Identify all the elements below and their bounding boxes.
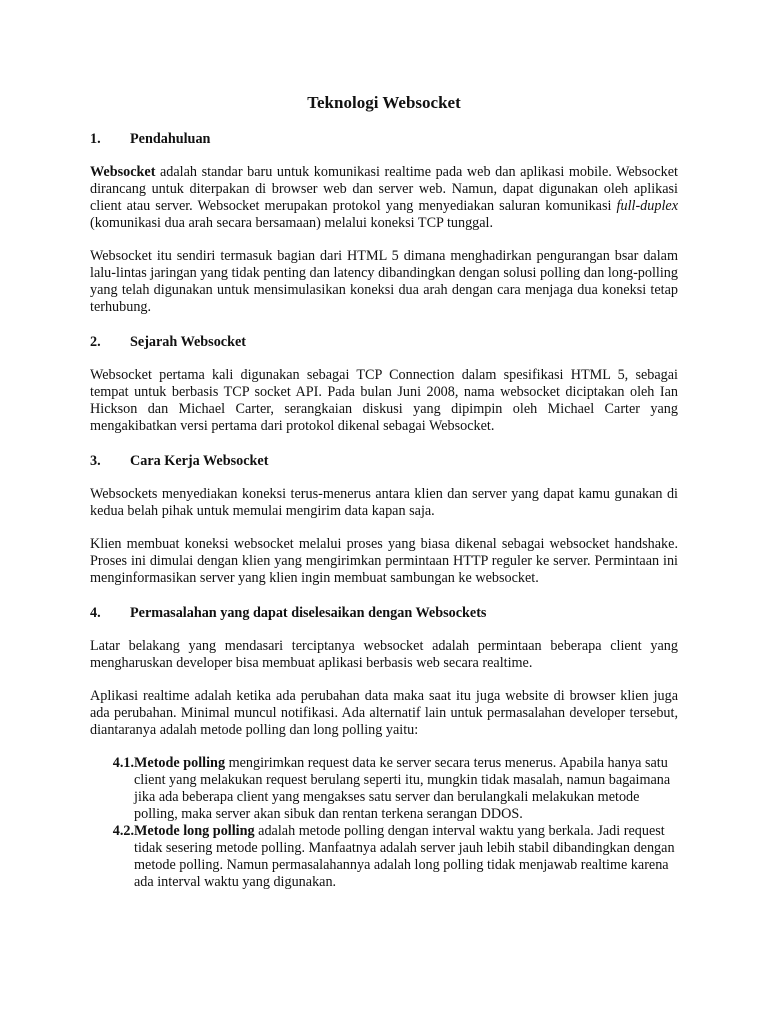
paragraph — [90, 164, 678, 232]
list-number: 4.2. — [112, 823, 134, 839]
section-sejarah — [90, 334, 678, 435]
paragraph: Websocket itu sendiri termasuk bagian dari HTML 5 dimana menghadirkan pengurangan bsar dalam lalu-lintas jaringan yang tidak penting dan latency dibandingkan dengan solusi polling dan long-polling yang telah digunakan untuk mensimulasikan koneksi dua arah dengan cara menjaga dua koneksi tetap terhubung. — [90, 248, 678, 315]
list-number: 4.1. — [112, 755, 134, 771]
section-title: Cara Kerja Websocket — [130, 453, 269, 469]
section-title: Permasalahan yang dapat diselesaikan dengan Websockets — [130, 605, 487, 621]
paragraph: Aplikasi realtime adalah ketika ada perubahan data maka saat itu juga website di browser klien juga ada perubahan. Minimal muncul notifikasi. Ada alternatif lain untuk permasalahan developer tersebut, diantaranya adalah metode polling dan long polling yaitu: — [90, 688, 678, 738]
list-item — [90, 755, 678, 823]
section-cara-kerja — [90, 453, 678, 587]
section-heading — [90, 453, 678, 470]
bold-term: Metode long polling — [134, 823, 255, 839]
paragraph: Websocket pertama kali digunakan sebagai TCP Connection dalam spesifikasi HTML 5, sebagai tempat untuk berbasis TCP socket API. Pada bulan Juni 2008, nama websocket diciptakan oleh Ian Hickson dan Michael Carter, serangkaian diskusi yang dipimpin oleh Michael Carter yang mengakibatkan versi pertama dari protokol dikenal sebagai Websocket. — [90, 367, 678, 434]
bold-term: Metode polling — [134, 755, 226, 771]
section-title: Pendahuluan — [130, 131, 211, 147]
section-heading — [90, 131, 678, 148]
document-body — [90, 131, 678, 891]
list-description: mengirimkan request data ke server secara terus menerus. Apabila hanya satu client yang melakukan request berulang seperti itu, mungkin tidak masalah, namun bagaimana jika ada beberapa client yang mengakses satu server dan berulangkali melakukan metode polling, maka server akan sibuk dan rentan terkena serangan DDOS. — [134, 755, 671, 822]
paragraph: Klien membuat koneksi websocket melalui proses yang biasa dikenal sebagai websocket handshake. Proses ini dimulai dengan klien yang mengirimkan permintaan HTTP reguler ke server. Permintaan ini menginformasikan server yang klien ingin membuat sambungan ke websocket. — [90, 536, 678, 586]
section-number: 1. — [90, 131, 101, 147]
paragraph: Latar belakang yang mendasari terciptanya websocket adalah permintaan beberapa client yang mengharuskan developer bisa membuat aplikasi berbasis web secara realtime. — [90, 638, 678, 671]
list-text — [134, 823, 678, 891]
section-number: 2. — [90, 334, 101, 350]
paragraph: Websockets menyediakan koneksi terus-menerus antara klien dan server yang dapat kamu gunakan di kedua belah pihak untuk memulai mengirim data kapan saja. — [90, 486, 678, 519]
section-number: 4. — [90, 605, 101, 621]
document-title: Teknologi Websocket — [307, 93, 461, 112]
list-description: adalah metode polling dengan interval waktu yang berkala. Jadi request tidak sesering metode polling. Manfaatnya adalah server jauh lebih stabil dibandingkan dengan metode polling. Namun permasalahannya adalah long polling tidak menjawab realtime karena ada interval waktu yang digunakan. — [134, 823, 675, 890]
section-heading — [90, 605, 678, 622]
section-heading — [90, 334, 678, 351]
section-number: 3. — [90, 453, 101, 469]
section-title: Sejarah Websocket — [130, 334, 246, 350]
list-item — [90, 823, 678, 891]
bold-term: Websocket — [90, 164, 156, 180]
list-text — [134, 755, 678, 823]
section-permasalahan — [90, 605, 678, 891]
method-list — [90, 755, 678, 891]
paragraph-text: adalah standar baru untuk komunikasi realtime pada web dan aplikasi mobile. Websocket dirancang untuk diterpakan di browser web dan server web. Namun, dapat digunakan oleh aplikasi client atau server. Websocket merupakan protokol yang menyediakan saluran komunikasi — [90, 164, 678, 214]
italic-term: full-duplex — [616, 198, 678, 214]
section-pendahuluan — [90, 131, 678, 316]
paragraph-text: (komunikasi dua arah secara bersamaan) melalui koneksi TCP tunggal. — [90, 215, 494, 231]
